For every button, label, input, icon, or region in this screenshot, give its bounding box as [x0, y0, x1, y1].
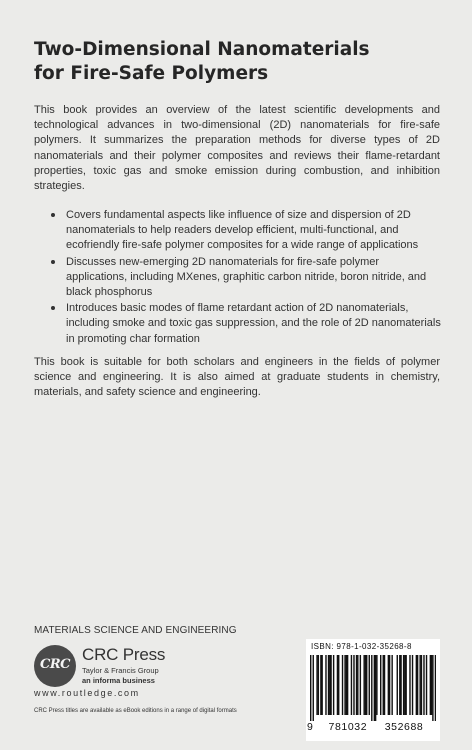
- barcode-number: [306, 721, 440, 733]
- book-title: [34, 38, 444, 86]
- isbn-barcode-block: [306, 639, 440, 741]
- feature-list-item: Covers fundamental aspects like influence of size and dispersion of 2D nanomaterials to help readers develop efficient, multi-functional, and ecofriendly fire-safe polymer composites for a wide range of applications: [50, 208, 442, 254]
- publisher-tagline: an informa business: [82, 676, 155, 685]
- intro-paragraph: This book provides an overview of the latest scientific developments and technological advances in two-dimensional (2D) nanomaterials for fire-safe polymers. It summarizes the preparation methods for diverse types of 2D nanomaterials and their polymer composites and reviews their flame-retardant properties, toxic gas and smoke emission during combustion, and inhibition strategies.: [34, 104, 440, 193]
- publisher-website: www.routledge.com: [34, 688, 140, 698]
- publisher-group: Taylor & Francis Group: [82, 666, 159, 675]
- audience-paragraph: This book is suitable for both scholars and engineers in the fields of polymer science and engineering. It is also aimed at graduate students in chemistry, materials, and safety science and engineering.: [34, 356, 440, 399]
- feature-list-item: Introduces basic modes of flame retardant action of 2D nanomaterials, including smoke and toxic gas suppression, and the role of 2D nanomaterials in promoting char formation: [50, 301, 442, 347]
- publisher-name: CRC Press: [82, 645, 166, 664]
- barcode-icon: [310, 655, 436, 721]
- ebook-note: CRC Press titles are available as eBook editions in a range of digital formats: [34, 708, 237, 714]
- book-title-line-1: Two-Dimensional Nanomaterials: [34, 39, 370, 60]
- feature-list-item: Discusses new-emerging 2D nanomaterials for fire-safe polymer applications, including MXenes, graphitic carbon nitride, boron nitride, and black phosphorus: [50, 255, 442, 301]
- series-name: MATERIALS SCIENCE AND ENGINEERING: [34, 625, 237, 636]
- barcode-first-digit: 9: [307, 721, 314, 733]
- isbn-label: ISBN: 978-1-032-35268-8: [311, 642, 412, 651]
- barcode-group-2: 352688: [384, 721, 424, 733]
- crc-logo-text: CRC: [40, 657, 70, 672]
- crc-logo-icon: [34, 645, 76, 687]
- book-title-line-2: for Fire-Safe Polymers: [34, 63, 269, 84]
- feature-list: [50, 208, 442, 348]
- barcode-group-1: 781032: [328, 721, 368, 733]
